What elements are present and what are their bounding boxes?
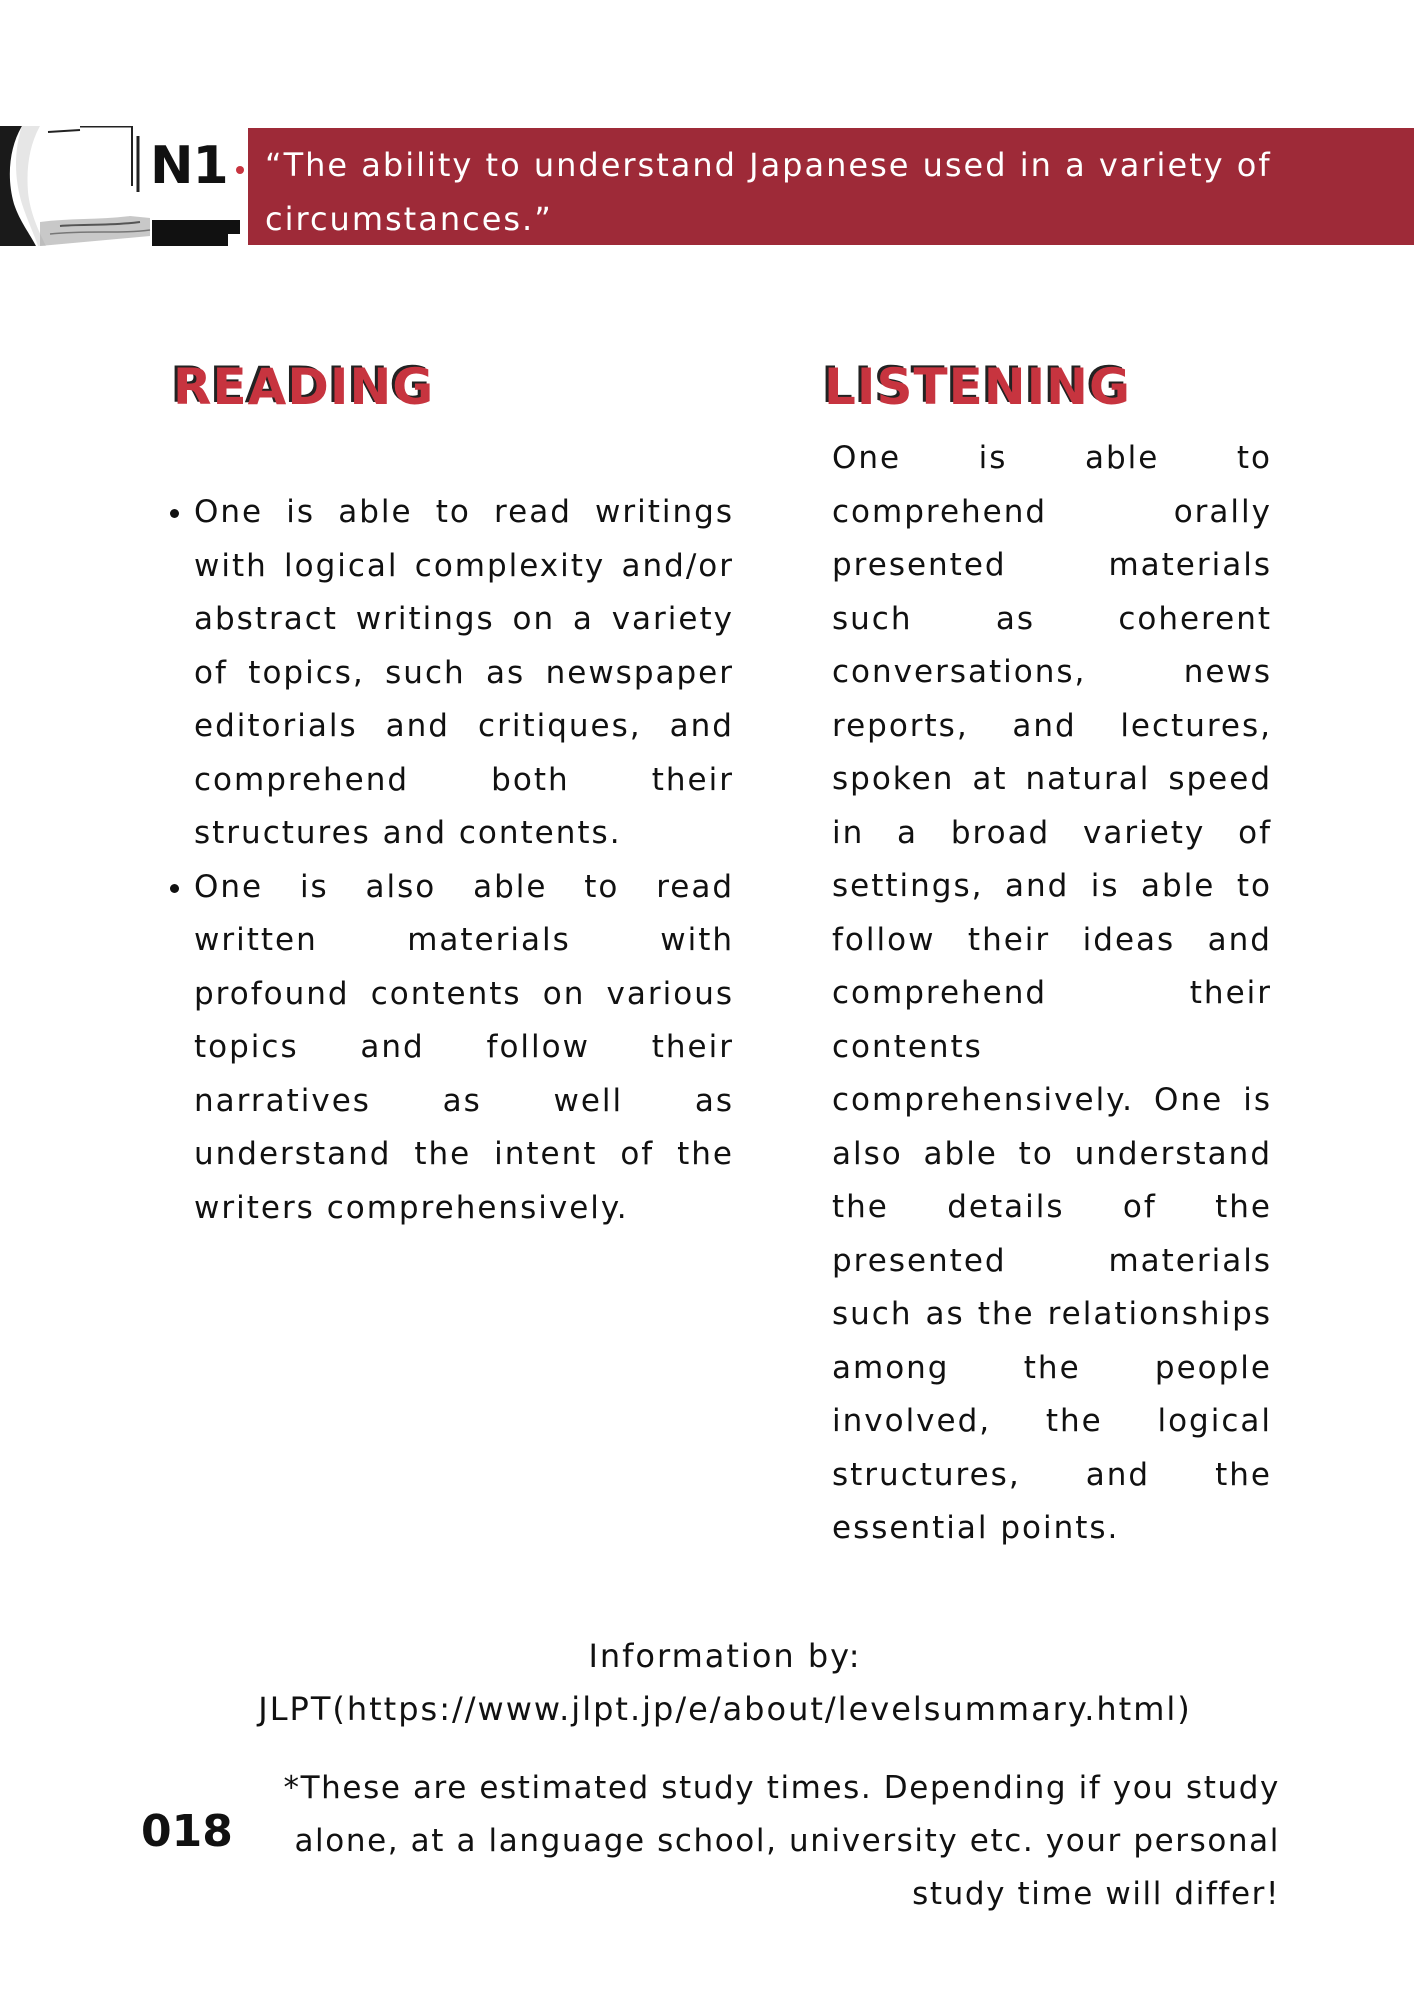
reading-heading: READING — [173, 358, 435, 416]
level-tagline: “The ability to understand Japanese used in a variety of circumstances.” — [265, 146, 1272, 238]
reading-item: • One is also able to read written materials with profound contents on various topics and follow their narratives as well as understand the intent of the writers comprehensively. — [194, 861, 734, 1236]
listening-paragraph: One is able to comprehend orally presented materials such as coherent conversations, news reports, and lectures, spoken at natural speed in a broad variety of settings, and is able to follow their ideas and comprehend their contents comprehensively. One is also able to understand the details of the presented materials such as the relationships among the people involved, the logical structures, and the essential points. — [832, 440, 1272, 1546]
listening-heading: LISTENING — [824, 358, 1132, 416]
study-time-footnote: *These are estimated study times. Depending if you study alone, at a language school, university etc. your personal study time will differ! — [283, 1770, 1280, 1912]
header-banner — [248, 128, 1414, 245]
header-illustration — [0, 126, 250, 246]
reading-list — [162, 486, 734, 1235]
reading-item: • One is able to read writings with logical complexity and/or abstract writings on a variety of topics, such as newspaper editorials and critiques, and comprehend both their structures and contents. — [194, 486, 734, 861]
page-number: 018 — [141, 1806, 233, 1857]
source-citation: Information by: JLPT(https://www.jlpt.jp/e/about/levelsummary.html) — [258, 1637, 1192, 1728]
level-label: N1 — [150, 136, 228, 196]
